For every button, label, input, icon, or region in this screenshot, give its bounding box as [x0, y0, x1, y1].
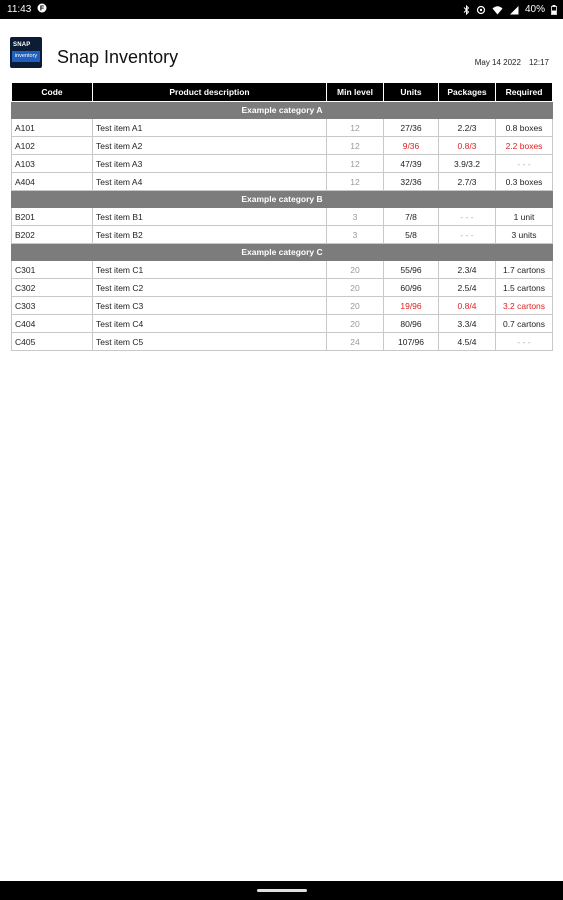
cell-code: A103 — [12, 155, 93, 173]
cell-packages: 3.9/3.2 — [439, 155, 496, 173]
cell-code: C303 — [12, 297, 93, 315]
home-gesture-handle[interactable] — [257, 889, 307, 892]
battery-icon — [551, 5, 557, 15]
cell-packages: 0.8/3 — [439, 137, 496, 155]
cell-min-level: 3 — [327, 226, 384, 244]
cell-required: 0.3 boxes — [496, 173, 553, 191]
cell-code: C405 — [12, 333, 93, 351]
cell-description: Test item C4 — [93, 315, 327, 333]
bluetooth-icon — [463, 5, 470, 15]
navigation-bar — [0, 881, 563, 900]
table-row[interactable] — [12, 119, 553, 137]
table-row[interactable] — [12, 208, 553, 226]
signal-icon — [509, 5, 519, 15]
cell-description: Test item C2 — [93, 279, 327, 297]
category-label: Example category C — [12, 244, 553, 261]
table-header-row — [12, 83, 553, 102]
cell-units: 19/96 — [384, 297, 439, 315]
cell-packages: - - - — [439, 208, 496, 226]
wifi-icon — [492, 5, 503, 15]
app-header — [0, 19, 563, 81]
cell-description: Test item C3 — [93, 297, 327, 315]
cell-min-level: 20 — [327, 315, 384, 333]
cell-units: 107/96 — [384, 333, 439, 351]
cell-required: 0.8 boxes — [496, 119, 553, 137]
cell-required: 2.2 boxes — [496, 137, 553, 155]
cell-code: C302 — [12, 279, 93, 297]
page-title: Snap Inventory — [57, 47, 179, 67]
cell-required: 1.5 cartons — [496, 279, 553, 297]
cell-required: 3.2 cartons — [496, 297, 553, 315]
cell-min-level: 24 — [327, 333, 384, 351]
table-row[interactable] — [12, 261, 553, 279]
header-required: Required — [496, 83, 553, 102]
status-time: 11:43 — [7, 4, 32, 15]
battery-percent: 40% — [524, 4, 545, 15]
cell-units: 55/96 — [384, 261, 439, 279]
cell-code: A101 — [12, 119, 93, 137]
cell-packages: 2.2/3 — [439, 119, 496, 137]
table-row[interactable] — [12, 226, 553, 244]
logo-text-bottom: inventory — [12, 51, 40, 62]
cell-packages: 2.5/4 — [439, 279, 496, 297]
cell-packages: 0.8/4 — [439, 297, 496, 315]
cell-min-level: 20 — [327, 279, 384, 297]
table-row[interactable] — [12, 333, 553, 351]
cell-code: A102 — [12, 137, 93, 155]
cell-units: 47/39 — [384, 155, 439, 173]
category-label: Example category B — [12, 191, 553, 208]
report-datetime — [475, 58, 549, 67]
cell-description: Test item C5 — [93, 333, 327, 351]
cell-units: 32/36 — [384, 173, 439, 191]
category-label: Example category A — [12, 102, 553, 119]
table-row[interactable] — [12, 137, 553, 155]
inventory-table — [11, 82, 553, 351]
cell-description: Test item A3 — [93, 155, 327, 173]
cell-required: 0.7 cartons — [496, 315, 553, 333]
category-row — [12, 102, 553, 119]
cell-description: Test item B2 — [93, 226, 327, 244]
report-date: May 14 2022 — [474, 58, 521, 67]
table-row[interactable] — [12, 297, 553, 315]
cell-required: 1.7 cartons — [496, 261, 553, 279]
cell-units: 7/8 — [384, 208, 439, 226]
cell-packages: - - - — [439, 226, 496, 244]
table-row[interactable] — [12, 279, 553, 297]
cell-description: Test item B1 — [93, 208, 327, 226]
table-row[interactable] — [12, 173, 553, 191]
cell-units: 27/36 — [384, 119, 439, 137]
cell-min-level: 12 — [327, 119, 384, 137]
cell-required: 1 unit — [496, 208, 553, 226]
header-description: Product description — [93, 83, 327, 102]
category-row — [12, 191, 553, 208]
cell-required: - - - — [496, 333, 553, 351]
app-logo — [10, 37, 42, 68]
cell-description: Test item C1 — [93, 261, 327, 279]
cell-units: 80/96 — [384, 315, 439, 333]
cell-min-level: 20 — [327, 261, 384, 279]
cell-packages: 2.3/4 — [439, 261, 496, 279]
category-row — [12, 244, 553, 261]
cell-min-level: 3 — [327, 208, 384, 226]
cell-code: C301 — [12, 261, 93, 279]
cell-required: 3 units — [496, 226, 553, 244]
cell-code: B201 — [12, 208, 93, 226]
logo-text-top: SNAP — [13, 42, 31, 48]
table-body — [12, 102, 553, 351]
table-row[interactable] — [12, 155, 553, 173]
header-min-level: Min level — [327, 83, 384, 102]
cell-packages: 3.3/4 — [439, 315, 496, 333]
cell-packages: 2.7/3 — [439, 173, 496, 191]
cell-description: Test item A1 — [93, 119, 327, 137]
report-time: 12:17 — [528, 58, 549, 67]
cell-code: B202 — [12, 226, 93, 244]
status-bar — [0, 0, 563, 19]
cell-packages: 4.5/4 — [439, 333, 496, 351]
header-packages: Packages — [439, 83, 496, 102]
svg-text:F: F — [40, 5, 45, 13]
cell-min-level: 20 — [327, 297, 384, 315]
cell-min-level: 12 — [327, 155, 384, 173]
table-row[interactable] — [12, 315, 553, 333]
cell-code: C404 — [12, 315, 93, 333]
cell-units: 60/96 — [384, 279, 439, 297]
header-units: Units — [384, 83, 439, 102]
cell-units: 5/8 — [384, 226, 439, 244]
cell-description: Test item A4 — [93, 173, 327, 191]
cell-units: 9/36 — [384, 137, 439, 155]
sync-icon — [476, 5, 486, 15]
cell-min-level: 12 — [327, 173, 384, 191]
header-code: Code — [12, 83, 93, 102]
cell-required: - - - — [496, 155, 553, 173]
cell-description: Test item A2 — [93, 137, 327, 155]
cell-min-level: 12 — [327, 137, 384, 155]
cell-code: A404 — [12, 173, 93, 191]
notification-icon — [37, 3, 47, 16]
